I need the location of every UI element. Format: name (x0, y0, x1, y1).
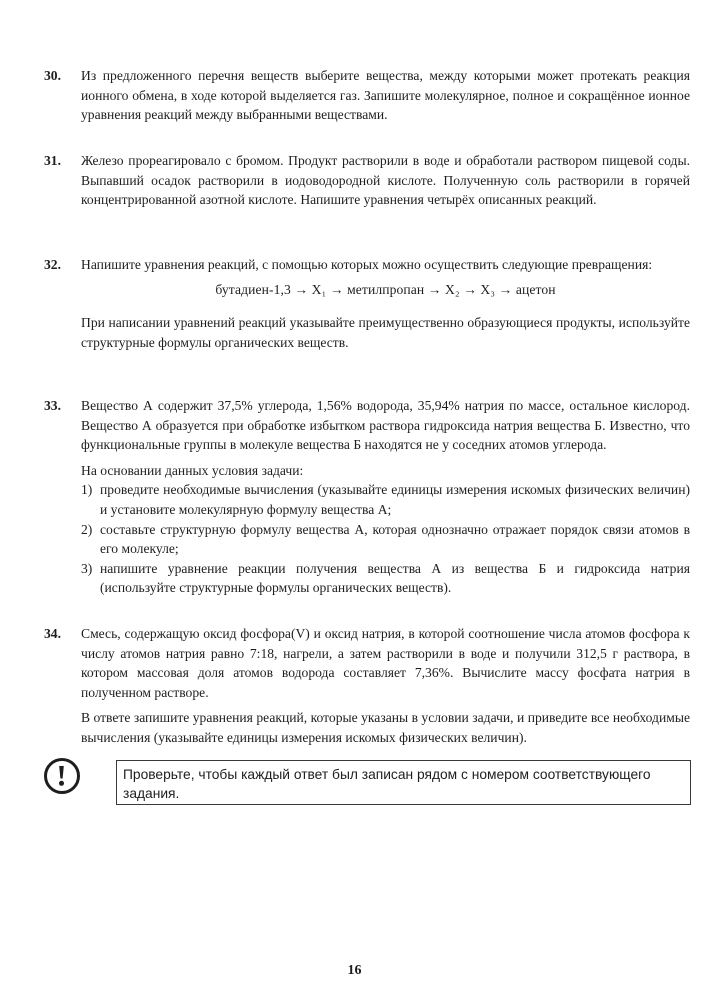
list-item-text: составьте структурную формулу вещества А, которая однозначно отражает порядок связи атомов в его молекуле; (100, 521, 690, 557)
task-number: 32. (44, 257, 61, 272)
list-item (81, 520, 690, 559)
list-item-text: напишите уравнение реакции получения вещества А из вещества Б и гидроксида натрия (используйте структурные формулы органических веществ). (100, 560, 690, 596)
task-33 (44, 396, 690, 598)
task-number: 31. (44, 153, 61, 168)
notice-box (116, 760, 691, 805)
task-number: 33. (44, 398, 61, 413)
list-marker: 3) (81, 560, 93, 576)
task-text: Вещество А содержит 37,5% углерода, 1,56% водорода, 35,94% натрия по массе, остальное кислород. Вещество А образуется при обработке избытком раствора гидроксида натрия вещества Б. Известно, что функциональные группы в молекуле вещества Б находятся не у соседних атомов углерода. (81, 398, 690, 453)
notice-text: Проверьте, чтобы каждый ответ был записан рядом с номером соответствующего задания. (123, 767, 651, 801)
list-item (81, 480, 690, 519)
task-number: 30. (44, 68, 61, 83)
list-item-text: проведите необходимые вычисления (указывайте единицы измерения искомых физических величин) и установите молекулярную формулу вещества А; (100, 482, 690, 517)
page-number: 16 (347, 963, 362, 978)
transformation-chain: бутадиен-1,3 → X₁ → метилпропан → X₂ → X₃ → ацетон (215, 281, 556, 297)
task-text: Смесь, содержащую оксид фосфора(V) и оксид натрия, в которой соотношение числа атомов фосфора к числу атомов натрия равно 7:18, нагрели, а затем растворили в воде и получили 312,5 г раствора, в котором массовая доля атомов водорода составляет 7,36%. Вычислите массу фосфата натрия в полученном растворе. (81, 626, 690, 700)
task-text: Железо прореагировало с бромом. Продукт растворили в воде и обработали раствором пищевой соды. Выпавший осадок растворили в иодоводородной кислоте. Полученную соль растворили в горячей концентрированной азотной кислоте. Напишите уравнения четырёх описанных реакций. (81, 153, 690, 208)
task-32 (44, 255, 690, 352)
task-31 (44, 151, 690, 210)
task-intro: На основании данных условия задачи: (81, 462, 304, 478)
list-marker: 2) (81, 521, 93, 537)
task-34 (44, 624, 690, 748)
exclamation-circle-icon (44, 758, 80, 794)
task-30 (44, 66, 690, 125)
task-text: Из предложенного перечня веществ выберите вещества, между которыми может протекать реакция ионного обмена, в ходе которой выделяется газ. Запишите молекулярное, полное и сокращённое ионное уравнения реакций между выбранными веществами. (81, 68, 690, 123)
list-item (81, 559, 690, 598)
task-note: В ответе запишите уравнения реакций, которые указаны в условии задачи, и приведите все необходимые вычисления (указывайте единицы измерения искомых физических величин). (81, 710, 690, 745)
task-number: 34. (44, 626, 61, 641)
list-marker: 1) (81, 482, 93, 498)
task-note: При написании уравнений реакций указывайте преимущественно образующиеся продукты, используйте структурные формулы органических веществ. (81, 315, 690, 350)
task-text: Напишите уравнения реакций, с помощью которых можно осуществить следующие превращения: (81, 257, 653, 272)
